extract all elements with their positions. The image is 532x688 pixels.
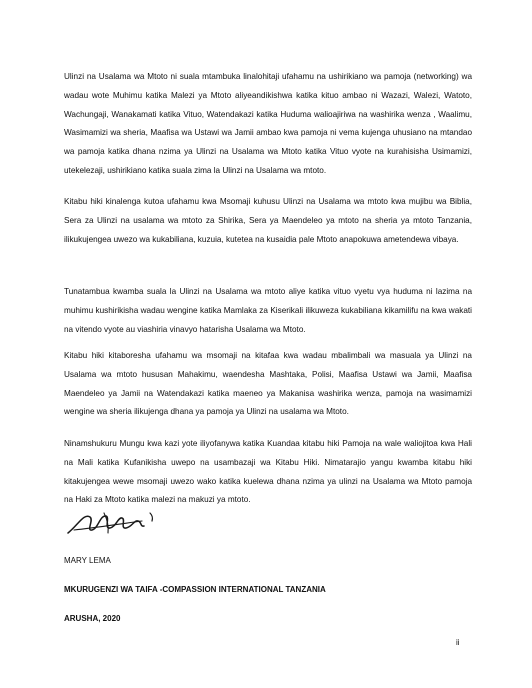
paragraph-5: Ninamshukuru Mungu kwa kazi yote iliyofanywa katika Kuandaa kitabu hiki Pamoja na wale waliojitoa kwa Hali na Mali katika Kufanikisha uwepo na usambazaji wa Kitabu Hiki. Nimatarajio yangu kwamba kitabu hiki kitakujengea wewe msomaji uwezo wako katika kuelewa dhana nzima ya ulinzi na Usalama wa Mtoto pamoja na Haki za Mtoto katika malezi na makuzi ya mtoto.: [64, 439, 472, 505]
paragraph-3: Tunatambua kwamba suala la Ulinzi na Usalama wa mtoto aliye katika vituo vyetu vya huduma ni lazima na muhimu kushirikisha wadau wengine katika Mamlaka za Kiserikali ilikuweza kukabiliana kikamilifu na kwa wakati na vitendo vyote au viashiria vinavyo hatarisha Usalama wa Mtoto.: [64, 287, 472, 334]
paragraph-4: Kitabu hiki kitaboresha ufahamu wa msomaji na kitafaa kwa wadau mbalimbali wa masuala ya Ulinzi na Usalama wa mtoto hususan Mahakimu, waendesha Mashtaka, Polisi, Maafisa Ustawi wa Jamii, Maafisa Maendeleo ya Jamii na Watendakazi katika maeneo ya Makanisa washirika wenza, pamoja na wasimamizi wengine wa sheria ilikujenga dhana ya pamoja ya Ulinzi na usalama wa Mtoto.: [64, 351, 472, 417]
paragraph-2: Kitabu hiki kinalenga kutoa ufahamu kwa Msomaji kuhusu Ulinzi na Usalama wa mtoto kwa mujibu wa Biblia, Sera za Ulinzi na usalama wa mtoto za Shirika, Sera ya Maendeleo ya mtoto na sheria ya mtoto Tanzania, ilikukujengea uwezo wa kukabiliana, kuzuia, kutetea na kusaidia pale Mtoto anapokuwa ametendewa vibaya.: [64, 197, 472, 244]
place-and-date: ARUSHA, 2020: [64, 614, 121, 623]
paragraph-1: Ulinzi na Usalama wa Mtoto ni suala mtambuka linalohitaji ufahamu na ushirikiano wa pamoja (networking) wa wadau wote Muhimu katika Malezi ya Mtoto aliyeandikishwa katika kituo ambao ni Wazazi, Walezi, Watoto, Wachungaji, Wanakamati katika Vituo, Watendakazi katika Huduma walioajiriwa na washirika wenza , Waalimu, Wasimamizi wa sheria, Maafisa wa Ustawi wa Jamii ambao kwa pamoja ni vema kujenga uhusiano na mtandao wa pamoja katika dhana nzima ya Ulinzi na Usalama wa Mtoto katika Vituo vyote na kurahisisha Usimamizi, utekelezaji, ushirikiano katika suala zima la Ulinzi na Usalama wa mtoto.: [64, 72, 472, 175]
handwritten-signature: [64, 503, 160, 541]
signatory-title: MKURUGENZI WA TAIFA -COMPASSION INTERNATIONAL TANZANIA: [64, 585, 326, 594]
signatory-name: MARY LEMA: [64, 556, 111, 565]
page-number: ii: [456, 638, 460, 647]
